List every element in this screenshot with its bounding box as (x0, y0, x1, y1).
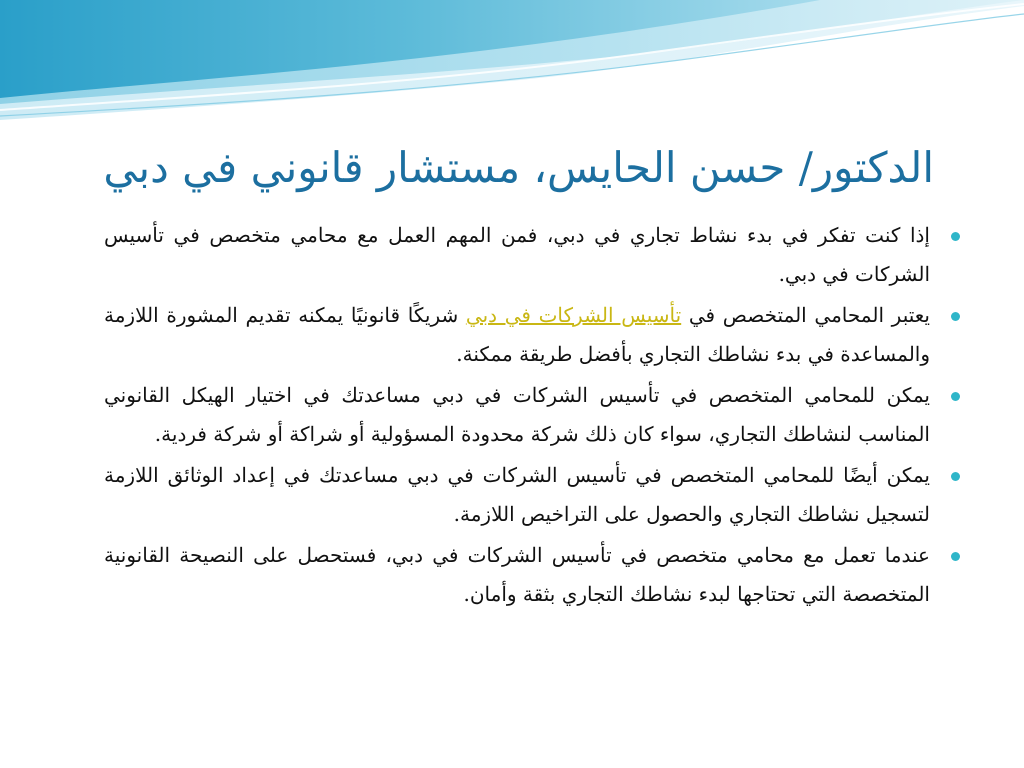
bullet-text-2-before: يعتبر المحامي المتخصص في (681, 303, 930, 327)
bullet-dot-icon (951, 312, 960, 321)
bullet-item-1 (104, 216, 946, 294)
bullet-dot-icon (951, 472, 960, 481)
wave-header-decoration (0, 0, 1024, 130)
bullet-text-3: يمكن للمحامي المتخصص في تأسيس الشركات في دبي مساعدتك في اختيار الهيكل القانوني المناسب لنشاطك التجاري، سواء كان ذلك شركة محدودة المسؤولية أو شراكة أو شركة فردية. (104, 383, 930, 446)
bullet-text-1: إذا كنت تفكر في بدء نشاط تجاري في دبي، فمن المهم العمل مع محامي متخصص في تأسيس الشركات في دبي. (104, 223, 930, 286)
bullet-list (104, 216, 946, 616)
bullet-text-4: يمكن أيضًا للمحامي المتخصص في تأسيس الشركات في دبي مساعدتك في إعداد الوثائق اللازمة لتسجيل نشاطك التجاري والحصول على التراخيص اللازمة. (104, 463, 930, 526)
bullet-dot-icon (951, 232, 960, 241)
bullet-item-4 (104, 456, 946, 534)
company-formation-link[interactable]: تأسيس الشركات في دبي (465, 303, 682, 327)
bullet-dot-icon (951, 552, 960, 561)
bullet-dot-icon (951, 392, 960, 401)
bullet-item-3 (104, 376, 946, 454)
bullet-text-2-after: شريكًا قانونيًا يمكنه تقديم المشورة اللازمة والمساعدة في بدء نشاطك التجاري بأفضل طريقة ممكنة. (104, 303, 930, 366)
bullet-item-5 (104, 536, 946, 614)
bullet-item-2 (104, 296, 946, 374)
bullet-text-5: عندما تعمل مع محامي متخصص في تأسيس الشركات في دبي، فستحصل على النصيحة القانونية المتخصصة التي تحتاجها لبدء نشاطك التجاري بثقة وأمان. (104, 543, 930, 606)
slide-title: الدكتور/ حسن الحايس، مستشار قانوني في دبي (103, 143, 934, 192)
